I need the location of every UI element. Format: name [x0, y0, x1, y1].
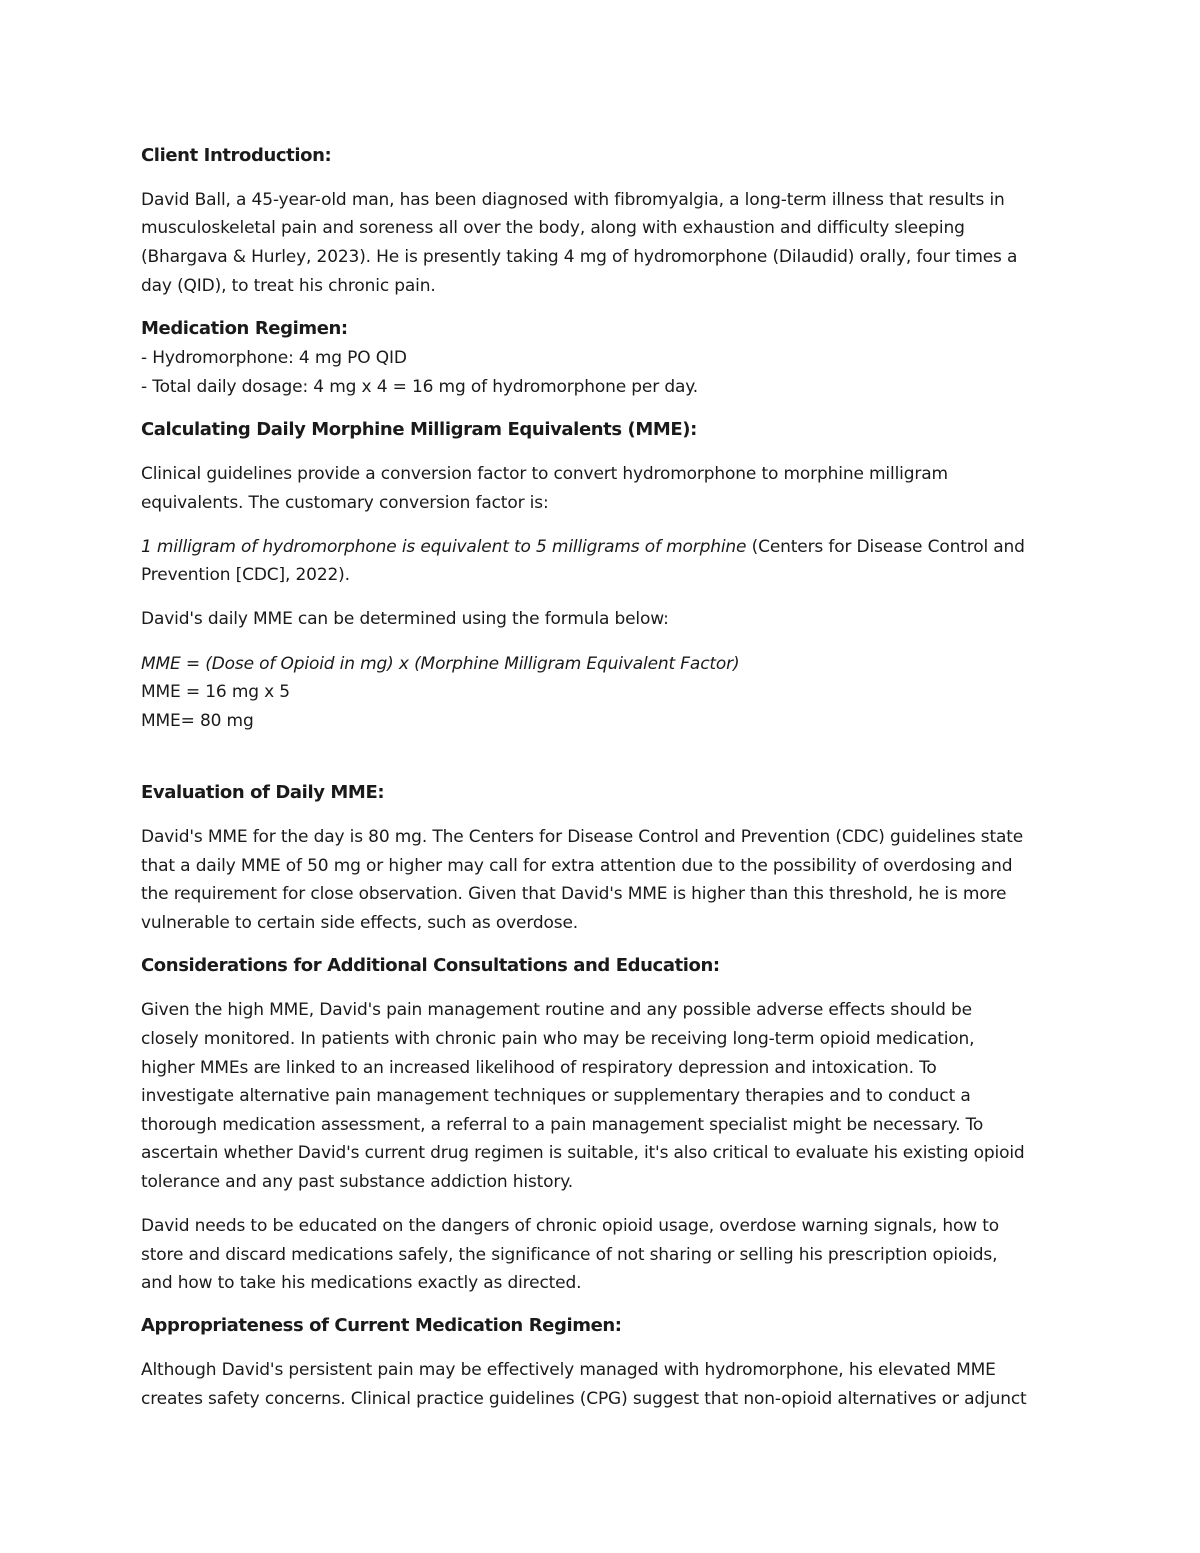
- paragraph-line: (Bhargava & Hurley, 2023). He is presently taking 4 mg of hydromorphone (Dilaudid) orally, four times a: [141, 247, 1018, 267]
- paragraph-line: higher MMEs are linked to an increased likelihood of respiratory depression and intoxication. To: [141, 1058, 937, 1078]
- paragraph-line: equivalents. The customary conversion factor is:: [141, 493, 549, 513]
- formula-line: MME = 16 mg x 5: [141, 682, 290, 702]
- list-item: - Hydromorphone: 4 mg PO QID: [141, 348, 407, 368]
- paragraph-line: creates safety concerns. Clinical practice guidelines (CPG) suggest that non-opioid alternatives or adjunct: [141, 1389, 1027, 1409]
- conversion-factor-citation: (Centers for Disease Control and: [746, 537, 1025, 557]
- paragraph-line: and how to take his medications exactly as directed.: [141, 1273, 582, 1293]
- conversion-factor-italic: 1 milligram of hydromorphone is equivalent to 5 milligrams of morphine: [141, 537, 747, 557]
- paragraph-line: Although David's persistent pain may be effectively managed with hydromorphone, his elevated MME: [141, 1360, 996, 1380]
- formula-result: MME= 80 mg: [141, 711, 254, 731]
- heading-appropriateness: Appropriateness of Current Medication Regimen:: [141, 1315, 622, 1336]
- heading-medication-regimen: Medication Regimen:: [141, 318, 348, 339]
- paragraph-line: day (QID), to treat his chronic pain.: [141, 276, 436, 296]
- paragraph-line: thorough medication assessment, a referral to a pain management specialist might be necessary. To: [141, 1115, 984, 1135]
- heading-evaluation: Evaluation of Daily MME:: [141, 782, 385, 803]
- list-item: - Total daily dosage: 4 mg x 4 = 16 mg of hydromorphone per day.: [141, 377, 698, 397]
- heading-considerations: Considerations for Additional Consultations and Education:: [141, 955, 720, 976]
- paragraph-line: that a daily MME of 50 mg or higher may call for extra attention due to the possibility of overdosing and: [141, 856, 1013, 876]
- paragraph-line: store and discard medications safely, the significance of not sharing or selling his prescription opioids,: [141, 1245, 998, 1265]
- paragraph-line: vulnerable to certain side effects, such as overdose.: [141, 913, 579, 933]
- paragraph-line: closely monitored. In patients with chronic pain who may be receiving long-term opioid medication,: [141, 1029, 975, 1049]
- paragraph-line: tolerance and any past substance addiction history.: [141, 1172, 574, 1192]
- paragraph-line: David's MME for the day is 80 mg. The Centers for Disease Control and Prevention (CDC) guidelines state: [141, 827, 1024, 847]
- paragraph-line: musculoskeletal pain and soreness all over the body, along with exhaustion and difficulty sleeping: [141, 218, 965, 238]
- paragraph-line: David Ball, a 45-year-old man, has been diagnosed with fibromyalgia, a long-term illness that results in: [141, 190, 1005, 210]
- paragraph-line: Prevention [CDC], 2022).: [141, 565, 350, 585]
- paragraph-line: Given the high MME, David's pain management routine and any possible adverse effects should be: [141, 1000, 972, 1020]
- paragraph-line: the requirement for close observation. Given that David's MME is higher than this threshold, he is more: [141, 884, 1007, 904]
- paragraph-line: ascertain whether David's current drug regimen is suitable, it's also critical to evaluate his existing opioid: [141, 1143, 1025, 1163]
- formula-line: MME = (Dose of Opioid in mg) x (Morphine Milligram Equivalent Factor): [141, 654, 740, 674]
- heading-calculating-mme: Calculating Daily Morphine Milligram Equivalents (MME):: [141, 419, 697, 440]
- paragraph-line: Clinical guidelines provide a conversion factor to convert hydromorphone to morphine milligram: [141, 464, 948, 484]
- paragraph-line: David needs to be educated on the dangers of chronic opioid usage, overdose warning signals, how to: [141, 1216, 999, 1236]
- heading-client-introduction: Client Introduction:: [141, 145, 332, 166]
- conversion-factor-line: [141, 536, 1025, 558]
- formula-intro: David's daily MME can be determined using the formula below:: [141, 609, 669, 629]
- paragraph-line: investigate alternative pain management techniques or supplementary therapies and to conduct a: [141, 1086, 971, 1106]
